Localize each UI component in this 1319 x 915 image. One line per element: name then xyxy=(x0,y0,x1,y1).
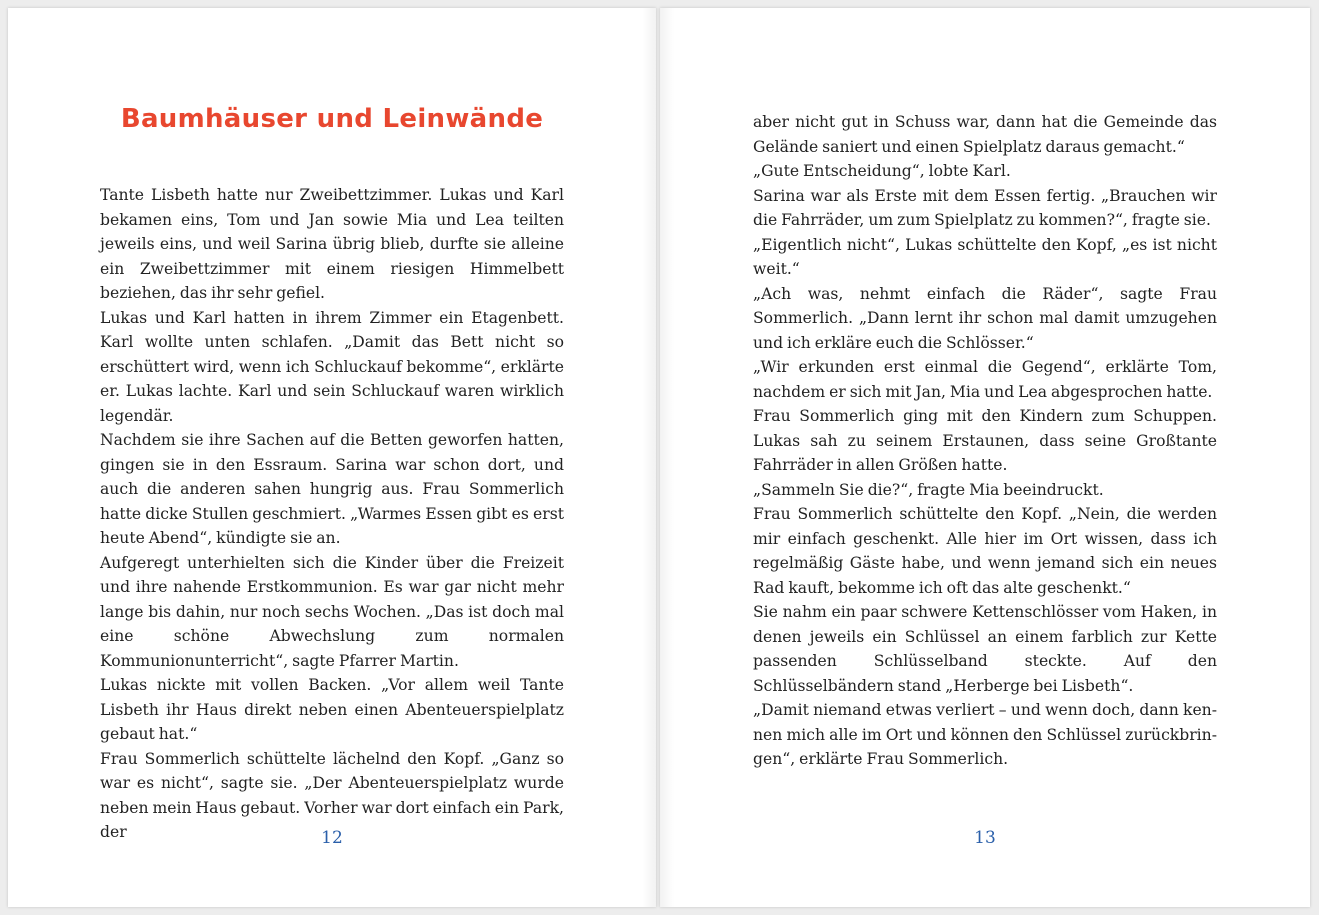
paragraph: „Ach was, nehmt einfach die Räder“, sagte Frau Sommerlich. „Dann lernt ihr schon mal damit umzugehen und ich erkläre euch die Schlösser.“ xyxy=(753,284,1217,352)
gutter-shadow xyxy=(642,8,656,907)
paragraph: Lukas und Karl hatten in ihrem Zimmer ein Etagenbett. Karl wollte unten schlafen. „Damit das Bett nicht so erschüttert wird, wenn ich Schluckauf bekomme“, erklärte er. Lukas lachte. Karl und sein Schluckauf waren wirklich legendär. xyxy=(100,308,564,425)
paragraph: Aufgeregt unterhielten sich die Kinder über die Freizeit und ihre nahende Erstkommunion. Es war gar nicht mehr lange bis dahin, nur noch sechs Wochen. „Das ist doch mal eine schöne Abwechslung zum normalen Kommunionunterricht“, sagte Pfarrer Martin. xyxy=(100,553,564,670)
chapter-title: Baumhäuser und Leinwände xyxy=(120,104,544,134)
paragraph: aber nicht gut in Schuss war, dann hat die Gemeinde das Gelände saniert und einen Spielplatz daraus gemacht.“ xyxy=(753,113,1217,156)
right-page-text xyxy=(753,110,1217,772)
paragraph: Nachdem sie ihre Sachen auf die Betten geworfen hatten, gingen sie in den Essraum. Sarina war schon dort, und auch die anderen sahen hungrig aus. Frau Sommerlich hatte dicke Stullen geschmiert. „Warmes Essen gibt es erst heute Abend“, kündigte sie an. xyxy=(100,431,564,547)
left-page-text xyxy=(100,183,564,845)
paragraph: „Sammeln Sie die?“, fragte Mia beeindruckt. xyxy=(753,480,1104,499)
paragraph: Sarina war als Erste mit dem Essen fertig. „Brauchen wir die Fahrräder, um zum Spielplatz zu kommen?“, fragte sie. xyxy=(753,186,1217,229)
paragraph: Sie nahm ein paar schwere Kettenschlösser vom Haken, in denen jeweils ein Schlüssel an einem farblich zur Kette passenden Schlüsselband steckte. Auf den Schlüsselbändern stand „Herberge bei Lisbeth“. xyxy=(753,603,1217,695)
paragraph: Frau Sommerlich ging mit den Kindern zum Schuppen. Lukas sah zu seinem Erstaunen, dass seine Großtante Fahrräder in allen Größen hatte. xyxy=(753,407,1217,474)
paragraph: „Eigentlich nicht“, Lukas schüttelte den Kopf, „es ist nicht weit.“ xyxy=(753,235,1217,278)
paragraph: „Wir erkunden erst einmal die Gegend“, erklärte Tom, nachdem er sich mit Jan, Mia und Lea abgesprochen hatte. xyxy=(753,358,1217,401)
paragraph: Frau Sommerlich schüttelte lächelnd den Kopf. „Ganz so war es nicht“, sagte sie. „Der Abenteuerspielplatz wurde neben mein Haus gebaut. Vorher war dort einfach ein Park, der xyxy=(100,749,564,841)
right-page xyxy=(660,8,1310,907)
paragraph: Lukas nickte mit vollen Backen. „Vor allem weil Tante Lisbeth ihr Haus direkt neben einen Abenteuerspielplatz gebaut hat.“ xyxy=(100,676,564,743)
paragraph: „Gute Entscheidung“, lobte Karl. xyxy=(753,162,1011,180)
gutter-shadow xyxy=(660,8,674,907)
paragraph: Frau Sommerlich schüttelte den Kopf. „Nein, die werden mir einfach geschenkt. Alle hier im Ort wissen, dass ich regelmäßig Gäste habe, und wenn jemand sich ein neues Rad kauft, bekomme ich oft das alte geschenkt.“ xyxy=(753,505,1217,597)
page-number-right: 13 xyxy=(974,828,996,848)
paragraph: „Damit niemand etwas verliert – und wenn doch, dann kennen mich alle im Ort und können den Schlüssel zurückbringen“, erklärte Frau Sommerlich. xyxy=(753,701,1217,768)
page-number-left: 12 xyxy=(321,828,343,848)
paragraph: Tante Lisbeth hatte nur Zweibettzimmer. Lukas und Karl bekamen eins, Tom und Jan sowie Mia und Lea teilten jeweils eins, und weil Sarina übrig blieb, durfte sie alleine ein Zweibettzimmer mit einem riesigen Himmelbett beziehen, das ihr sehr gefiel. xyxy=(100,186,564,302)
left-page xyxy=(8,8,656,907)
